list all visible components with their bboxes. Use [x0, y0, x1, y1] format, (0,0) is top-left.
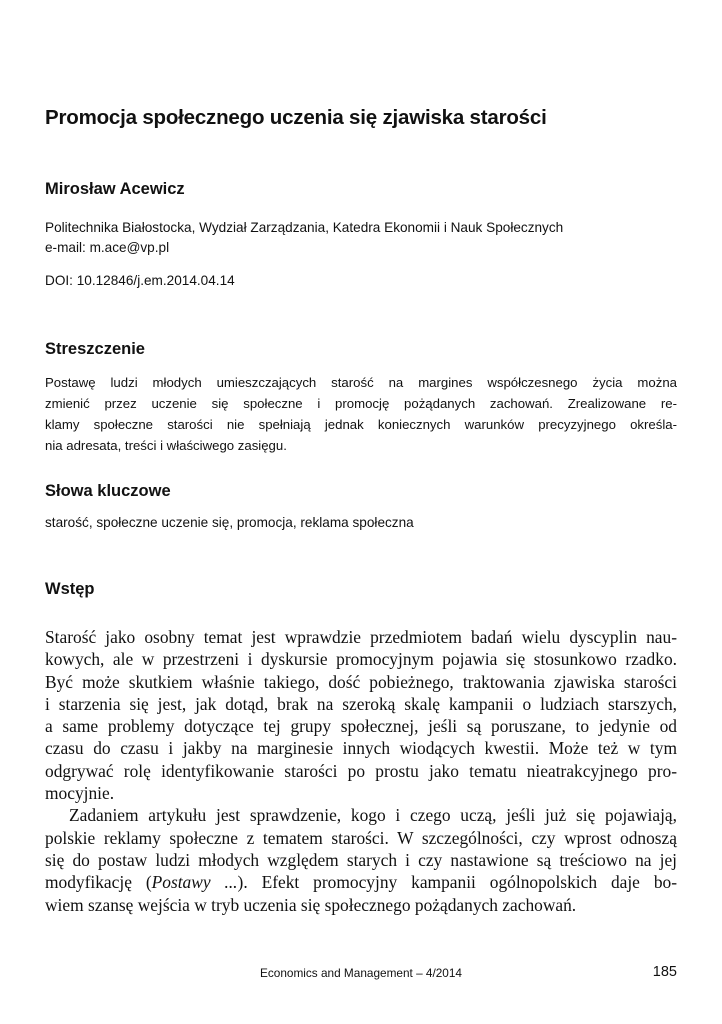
doi: DOI: 10.12846/j.em.2014.04.14	[45, 273, 235, 288]
body-line: Zadaniem artykułu jest sprawdzenie, kogo i czego uczą, jeśli już się pojawiają,	[69, 805, 677, 826]
page-number: 185	[652, 964, 677, 980]
body-text: ). Efekt promocyjny kampanii ogólnopolskich daje bo-	[237, 872, 678, 893]
keywords-heading: Słowa kluczowe	[45, 482, 171, 500]
abstract-text	[45, 372, 677, 456]
body-text-italic: Postawy ...	[151, 872, 238, 893]
body-line: Starość jako osobny temat jest wprawdzie przedmiotem badań wielu dyscyplin nau-	[45, 627, 677, 647]
intro-heading: Wstęp	[45, 580, 95, 598]
body-line: wiem szansę wejścia w tryb uczenia się społecznego pożądanych zachowań.	[45, 894, 577, 915]
author-name: Mirosław Acewicz	[45, 180, 185, 198]
body-text: modyfikację (	[45, 872, 152, 893]
body-line: polskie reklamy społeczne z tematem starości. W szczególności, czy wprost odnoszą	[45, 827, 677, 848]
body-line: mocyjnie.	[45, 783, 115, 804]
abstract-line: nia adresata, treści i właściwego zasięgu.	[45, 438, 287, 453]
body-line: kowych, ale w przestrzeni i dyskursie promocyjnym pojawia się stosunkowo rzadko.	[45, 649, 677, 670]
body-line: i starzenia się jest, jak dotąd, brak na szeroką skalę kampanii o ludziach starszych,	[45, 693, 677, 714]
author-email: e-mail: m.ace@vp.pl	[45, 240, 170, 255]
body-line	[45, 871, 677, 893]
body-line: się do postaw ludzi młodych względem starych i czy nastawione są treściowo na jej	[45, 849, 677, 870]
body-line: czasu do czasu i jakby na marginesie innych wiodących kwestii. Może też w tym	[45, 738, 677, 759]
affiliation: Politechnika Białostocka, Wydział Zarządzania, Katedra Ekonomii i Nauk Społecznych	[45, 220, 564, 235]
author-affiliation-block	[45, 218, 677, 258]
abstract-heading: Streszczenie	[45, 340, 145, 358]
footer-journal: Economics and Management – 4/2014	[260, 966, 462, 980]
body-line: odgrywać rolę identyfikowanie starości po prostu jako tematu nieatrakcyjnego pro-	[45, 760, 677, 781]
abstract-line: klamy społeczne starości nie spełniają jednak koniecznych warunków precyzyjnego określa-	[45, 417, 677, 432]
body-line: Być może skutkiem właśnie takiego, dość pobieżnego, traktowania zjawiska starości	[45, 671, 677, 692]
intro-body	[45, 626, 677, 916]
body-line: a same problemy dotyczące tej grupy społecznej, jeśli są poruszane, to jedynie od	[45, 716, 677, 737]
abstract-line: Postawę ludzi młodych umieszczających starość na margines współczesnego życia można	[45, 375, 677, 390]
keywords-text: starość, społeczne uczenie się, promocja, reklama społeczna	[45, 515, 414, 530]
abstract-line: zmienić przez uczenie się społeczne i promocję pożądanych zachowań. Zrealizowane re-	[45, 396, 677, 411]
article-title: Promocja społecznego uczenia się zjawiska starości	[45, 106, 547, 129]
